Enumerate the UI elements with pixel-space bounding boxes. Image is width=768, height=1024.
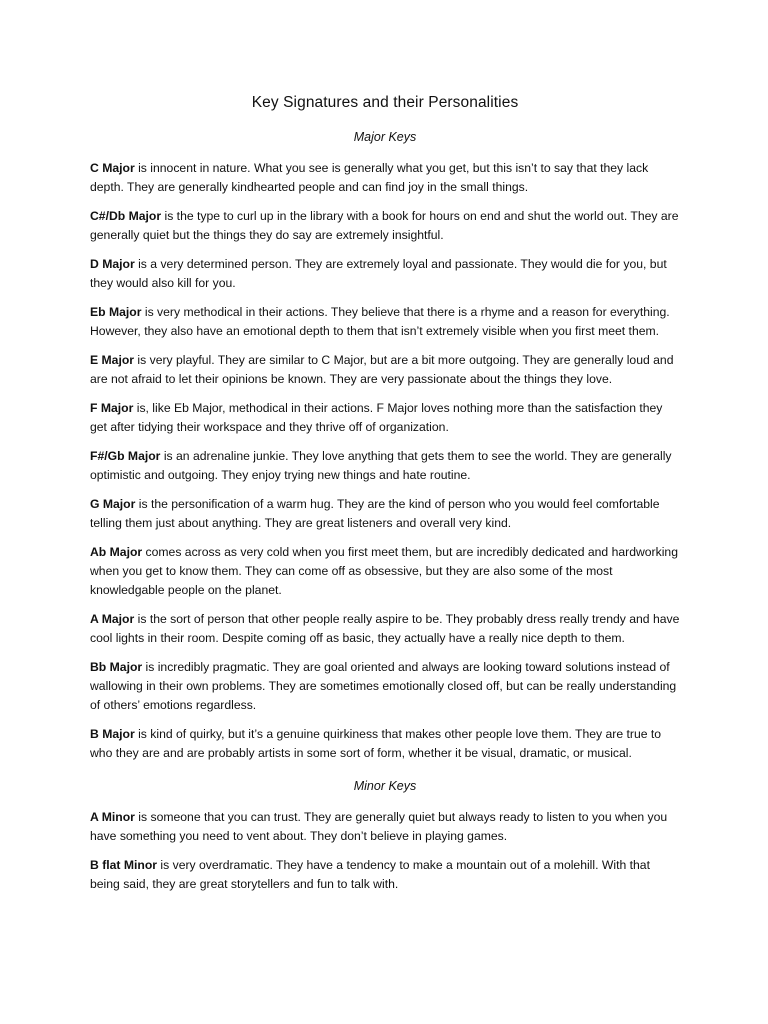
- entry-e-major: [90, 351, 680, 389]
- entry-b-major: [90, 725, 680, 763]
- key-description: is very playful. They are similar to C Major, but are a bit more outgoing. They are generally loud and are not afraid to let their opinions be known. They are very passionate about the things they love.: [90, 353, 674, 386]
- entry-eb-major: [90, 303, 680, 341]
- key-description: is very overdramatic. They have a tendency to make a mountain out of a molehill. With that being said, they are great storytellers and fun to talk with.: [90, 858, 650, 891]
- entry-c-major: [90, 159, 680, 197]
- key-description: is very methodical in their actions. They believe that there is a rhyme and a reason for everything. However, they also have an emotional depth to them that isn’t extremely visible when you first meet them.: [90, 305, 670, 338]
- key-description: is the type to curl up in the library with a book for hours on end and shut the world out. They are generally quiet but the things they do say are extremely insightful.: [90, 209, 679, 242]
- key-name: Ab Major: [90, 545, 143, 559]
- entry-d-major: [90, 255, 680, 293]
- entry-c-sharp-db-major: [90, 207, 680, 245]
- document-body: [90, 93, 680, 904]
- key-name: G Major: [90, 497, 136, 511]
- minor-keys-heading: Minor Keys: [353, 779, 417, 793]
- entry-f-sharp-gb-major: [90, 447, 680, 485]
- key-description: is incredibly pragmatic. They are goal oriented and always are looking toward solutions instead of wallowing in their own problems. They are sometimes emotionally closed off, but can be really understanding of others’ emotions regardless.: [90, 660, 677, 712]
- key-description: is an adrenaline junkie. They love anything that gets them to see the world. They are generally optimistic and outgoing. They enjoy trying new things and hate routine.: [90, 449, 672, 482]
- entry-a-major: [90, 610, 680, 648]
- key-name: C Major: [90, 161, 135, 175]
- key-name: B flat Minor: [90, 858, 158, 872]
- key-description: is someone that you can trust. They are generally quiet but always ready to listen to you when you have something you need to vent about. They don’t believe in playing games.: [90, 810, 668, 843]
- key-description: is, like Eb Major, methodical in their actions. F Major loves nothing more than the satisfaction they get after tidying their workspace and they thrive off of organization.: [90, 401, 663, 434]
- key-name: D Major: [90, 257, 135, 271]
- key-description: is a very determined person. They are extremely loyal and passionate. They would die for you, but they would also kill for you.: [90, 257, 667, 290]
- key-name: E Major: [90, 353, 135, 367]
- key-name: Eb Major: [90, 305, 142, 319]
- key-name: A Major: [90, 612, 135, 626]
- key-name: B Major: [90, 727, 135, 741]
- major-keys-heading: Major Keys: [353, 130, 417, 144]
- entry-a-minor: [90, 808, 680, 846]
- document-title: Key Signatures and their Personalities: [251, 94, 519, 111]
- key-description: is the personification of a warm hug. They are the kind of person who you would feel comfortable telling them just about anything. They are great listeners and overall very kind.: [90, 497, 660, 530]
- key-description: is kind of quirky, but it’s a genuine quirkiness that makes other people love them. They are true to who they are and are probably artists in some sort of form, whether it be visual, dramatic, or musical.: [90, 727, 662, 760]
- entry-g-major: [90, 495, 680, 533]
- entry-ab-major: [90, 543, 680, 600]
- key-name: F#/Gb Major: [90, 449, 161, 463]
- entry-b-flat-minor: [90, 856, 680, 894]
- key-name: F Major: [90, 401, 134, 415]
- key-description: comes across as very cold when you first meet them, but are incredibly dedicated and hardworking when you get to know them. They can come off as obsessive, but they are also some of the most knowledgable people on the planet.: [90, 545, 678, 597]
- key-name: Bb Major: [90, 660, 143, 674]
- key-description: is the sort of person that other people really aspire to be. They probably dress really trendy and have cool lights in their room. Despite coming off as basic, they actually have a really nice depth to them.: [90, 612, 680, 645]
- key-name: A Minor: [90, 810, 135, 824]
- key-name: C#/Db Major: [90, 209, 162, 223]
- entry-bb-major: [90, 658, 680, 715]
- key-description: is innocent in nature. What you see is generally what you get, but this isn’t to say that they lack depth. They are generally kindhearted people and can find joy in the small things.: [90, 161, 649, 194]
- entry-f-major: [90, 399, 680, 437]
